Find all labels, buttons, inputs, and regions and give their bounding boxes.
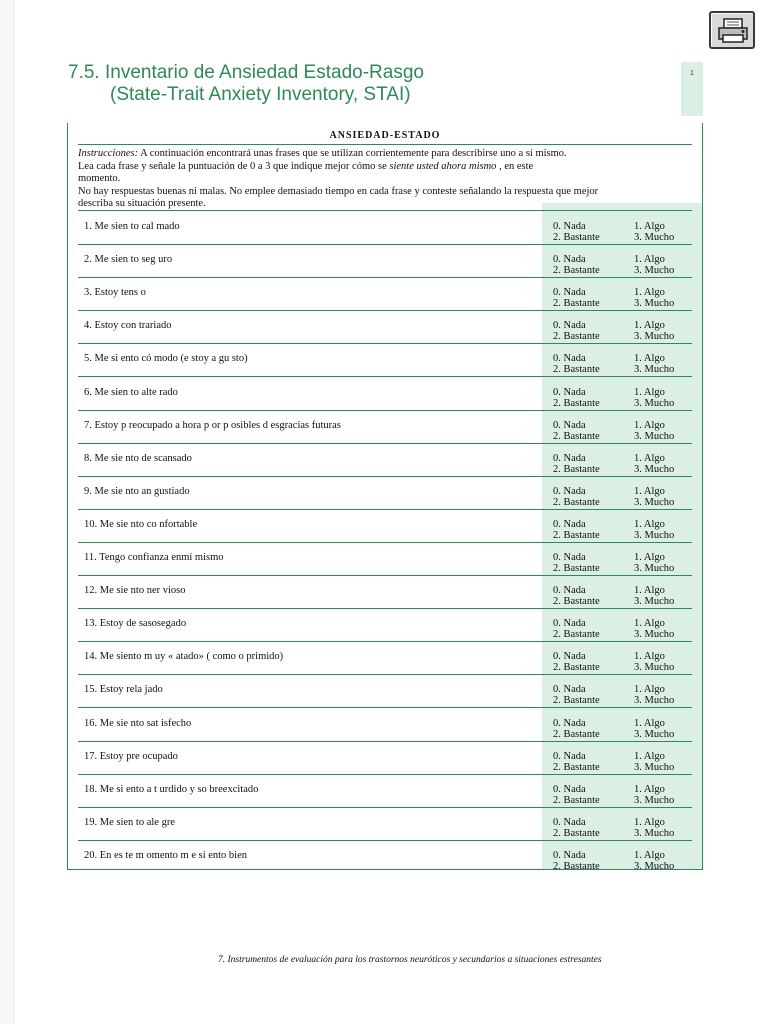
questionnaire-item bbox=[68, 446, 702, 479]
item-divider bbox=[78, 244, 692, 245]
item-divider bbox=[78, 343, 692, 344]
title-line-1: 7.5. Inventario de Ansiedad Estado-Rasgo bbox=[68, 62, 424, 83]
option-2[interactable]: 2. Bastante bbox=[553, 728, 600, 740]
questionnaire-item bbox=[68, 214, 702, 247]
item-text: 16. Me sie nto sat isfecho bbox=[84, 717, 192, 729]
item-text: 3. Estoy tens o bbox=[84, 287, 146, 299]
option-0[interactable]: 0. Nada bbox=[553, 221, 586, 232]
questionnaire-item bbox=[68, 479, 702, 512]
option-2[interactable]: 2. Bastante bbox=[553, 662, 600, 674]
item-text: 15. Estoy rela jado bbox=[84, 684, 163, 696]
item-text: 19. Me sien to ale gre bbox=[84, 816, 175, 828]
item-text: 5. Me si ento có modo (e stoy a gu sto) bbox=[84, 353, 248, 365]
questionnaire-item bbox=[68, 744, 702, 777]
item-text: 8. Me sie nto de scansado bbox=[84, 452, 192, 464]
option-1[interactable]: 1. Algo bbox=[634, 386, 665, 398]
option-2[interactable]: 2. Bastante bbox=[553, 331, 600, 343]
title-line-2: (State-Trait Anxiety Inventory, STAI) bbox=[110, 84, 411, 105]
item-divider bbox=[78, 542, 692, 543]
option-0[interactable]: 0. Nada bbox=[553, 618, 586, 630]
item-text: 10. Me sie nto co nfortable bbox=[84, 518, 198, 530]
questionnaire-item bbox=[68, 380, 702, 413]
option-0[interactable]: 0. Nada bbox=[553, 552, 586, 563]
questionnaire-item bbox=[68, 644, 702, 677]
option-3[interactable]: 3. Mucho bbox=[634, 860, 675, 872]
option-1[interactable]: 1. Algo bbox=[634, 552, 665, 563]
item-text: 12. Me sie nto ner vioso bbox=[84, 585, 186, 597]
item-divider bbox=[78, 443, 692, 444]
option-3[interactable]: 3. Mucho bbox=[634, 430, 675, 442]
option-2[interactable]: 2. Bastante bbox=[553, 695, 600, 707]
item-divider bbox=[78, 376, 692, 377]
option-0[interactable]: 0. Nada bbox=[553, 287, 586, 299]
item-divider bbox=[78, 509, 692, 510]
option-3[interactable]: 3. Mucho bbox=[634, 529, 675, 541]
option-2[interactable]: 2. Bastante bbox=[553, 364, 600, 376]
item-text: 13. Estoy de sasosegado bbox=[84, 618, 187, 630]
option-0[interactable]: 0. Nada bbox=[553, 320, 586, 332]
option-0[interactable]: 0. Nada bbox=[553, 254, 586, 266]
option-3[interactable]: 3. Mucho bbox=[634, 728, 675, 740]
option-2[interactable]: 2. Bastante bbox=[553, 563, 600, 574]
option-2[interactable]: 2. Bastante bbox=[553, 265, 600, 277]
option-3[interactable]: 3. Mucho bbox=[634, 695, 675, 707]
item-divider bbox=[78, 608, 692, 609]
questionnaire-item bbox=[68, 512, 702, 545]
instructions-line-2: Lea cada frase y señale la puntuación de 0 a 3 que indique mejor cómo se siente usted ahora mismo , en este bbox=[78, 160, 534, 172]
option-3[interactable]: 3. Mucho bbox=[634, 761, 675, 773]
instructions bbox=[78, 148, 678, 211]
option-1[interactable]: 1. Algo bbox=[634, 518, 665, 530]
instructions-line-3: momento. bbox=[78, 173, 121, 184]
option-2[interactable]: 2. Bastante bbox=[553, 827, 600, 839]
option-0[interactable]: 0. Nada bbox=[553, 816, 586, 828]
option-0[interactable]: 0. Nada bbox=[553, 585, 586, 597]
option-3[interactable]: 3. Mucho bbox=[634, 397, 675, 409]
option-0[interactable]: 0. Nada bbox=[553, 485, 586, 497]
page-number-marker: 1 bbox=[681, 62, 703, 116]
option-3[interactable]: 3. Mucho bbox=[634, 463, 675, 475]
option-1[interactable]: 1. Algo bbox=[634, 816, 665, 828]
item-divider bbox=[78, 575, 692, 576]
item-text: 11. Tengo confianza enmí mismo bbox=[84, 552, 224, 563]
printer-icon bbox=[716, 17, 750, 45]
item-divider bbox=[78, 410, 692, 411]
item-text: 9. Me sie nto an gustiado bbox=[84, 485, 190, 497]
option-1[interactable]: 1. Algo bbox=[634, 254, 665, 266]
option-1[interactable]: 1. Algo bbox=[634, 221, 665, 232]
item-divider bbox=[78, 840, 692, 841]
instructions-line-5: describa su situación presente. bbox=[78, 198, 206, 209]
option-0[interactable]: 0. Nada bbox=[553, 717, 586, 729]
option-1[interactable]: 1. Algo bbox=[634, 750, 665, 762]
item-text: 20. En es te m omento m e si ento bien bbox=[84, 849, 248, 861]
print-button[interactable] bbox=[709, 11, 755, 49]
option-3[interactable]: 3. Mucho bbox=[634, 265, 675, 277]
option-1[interactable]: 1. Algo bbox=[634, 485, 665, 497]
option-0[interactable]: 0. Nada bbox=[553, 750, 586, 762]
questionnaire-item bbox=[68, 313, 702, 346]
item-divider bbox=[78, 807, 692, 808]
questionnaire-item bbox=[68, 611, 702, 644]
option-2[interactable]: 2. Bastante bbox=[553, 629, 600, 641]
option-1[interactable]: 1. Algo bbox=[634, 684, 665, 696]
item-divider bbox=[78, 741, 692, 742]
option-2[interactable]: 2. Bastante bbox=[553, 430, 600, 442]
page-footer: 7. Instrumentos de evaluación para los trastornos neuróticos y secundarios a situaciones estresantes bbox=[218, 955, 602, 965]
questionnaire-item bbox=[68, 843, 702, 876]
questionnaire-item bbox=[68, 810, 702, 843]
option-2[interactable]: 2. Bastante bbox=[553, 761, 600, 773]
item-text: 7. Estoy p reocupado a hora p or p osibles d esgracias futuras bbox=[84, 419, 341, 431]
option-2[interactable]: 2. Bastante bbox=[553, 529, 600, 541]
questionnaire-item bbox=[68, 247, 702, 280]
questionnaire-item bbox=[68, 280, 702, 313]
form-header: ANSIEDAD-ESTADO bbox=[329, 130, 441, 141]
option-3[interactable]: 3. Mucho bbox=[634, 662, 675, 674]
instructions-label: Instrucciones: bbox=[78, 148, 139, 159]
item-divider bbox=[78, 641, 692, 642]
option-1[interactable]: 1. Algo bbox=[634, 353, 665, 365]
questionnaire-item bbox=[68, 413, 702, 446]
option-2[interactable]: 2. Bastante bbox=[553, 496, 600, 508]
option-3[interactable]: 3. Mucho bbox=[634, 596, 675, 608]
option-1[interactable]: 1. Algo bbox=[634, 287, 665, 299]
option-0[interactable]: 0. Nada bbox=[553, 518, 586, 530]
option-1[interactable]: 1. Algo bbox=[634, 849, 665, 861]
option-0[interactable]: 0. Nada bbox=[553, 386, 586, 398]
item-divider bbox=[78, 674, 692, 675]
option-1[interactable]: 1. Algo bbox=[634, 717, 665, 729]
option-3[interactable]: 3. Mucho bbox=[634, 794, 675, 806]
header-divider bbox=[78, 144, 692, 145]
option-3[interactable]: 3. Mucho bbox=[634, 232, 675, 243]
page-title bbox=[68, 62, 424, 106]
option-2[interactable]: 2. Bastante bbox=[553, 232, 600, 243]
item-divider bbox=[78, 707, 692, 708]
option-0[interactable]: 0. Nada bbox=[553, 849, 586, 861]
option-1[interactable]: 1. Algo bbox=[634, 651, 665, 663]
instructions-divider bbox=[78, 210, 692, 211]
option-0[interactable]: 0. Nada bbox=[553, 419, 586, 431]
option-3[interactable]: 3. Mucho bbox=[634, 364, 675, 376]
questionnaire-item bbox=[68, 578, 702, 611]
instructions-line-1: Instrucciones: A continuación encontrará unas frases que se utilizan corrientemente para describirse uno a sí mismo. bbox=[78, 148, 567, 159]
questionnaire-item bbox=[68, 545, 702, 578]
option-3[interactable]: 3. Mucho bbox=[634, 298, 675, 310]
option-3[interactable]: 3. Mucho bbox=[634, 827, 675, 839]
stai-form bbox=[67, 123, 703, 870]
item-text: 6. Me sien to alte rado bbox=[84, 386, 178, 398]
item-text: 17. Estoy pre ocupado bbox=[84, 750, 178, 762]
questionnaire-item bbox=[68, 346, 702, 379]
option-0[interactable]: 0. Nada bbox=[553, 452, 586, 464]
option-0[interactable]: 0. Nada bbox=[553, 651, 586, 663]
option-1[interactable]: 1. Algo bbox=[634, 320, 665, 332]
questionnaire-item bbox=[68, 777, 702, 810]
option-1[interactable]: 1. Algo bbox=[634, 419, 665, 431]
option-2[interactable]: 2. Bastante bbox=[553, 596, 600, 608]
item-text: 2. Me sien to seg uro bbox=[84, 254, 173, 266]
option-1[interactable]: 1. Algo bbox=[634, 618, 665, 630]
option-2[interactable]: 2. Bastante bbox=[553, 463, 600, 475]
option-3[interactable]: 3. Mucho bbox=[634, 496, 675, 508]
item-text: 4. Estoy con trariado bbox=[84, 320, 172, 332]
item-divider bbox=[78, 277, 692, 278]
option-3[interactable]: 3. Mucho bbox=[634, 331, 675, 343]
page-edge bbox=[14, 0, 15, 1024]
option-1[interactable]: 1. Algo bbox=[634, 783, 665, 795]
option-0[interactable]: 0. Nada bbox=[553, 353, 586, 365]
item-text: 18. Me si ento a t urdido y so breexcitado bbox=[84, 783, 259, 795]
option-2[interactable]: 2. Bastante bbox=[553, 397, 600, 409]
option-0[interactable]: 0. Nada bbox=[553, 783, 586, 795]
item-divider bbox=[78, 310, 692, 311]
questionnaire-item bbox=[68, 711, 702, 744]
left-margin-strip bbox=[0, 0, 14, 1024]
instructions-line-4: No hay respuestas buenas ni malas. No emplee demasiado tiempo en cada frase y conteste señalando la respuesta que mejor bbox=[78, 185, 599, 197]
option-3[interactable]: 3. Mucho bbox=[634, 563, 675, 574]
questionnaire-item bbox=[68, 677, 702, 710]
item-divider bbox=[78, 476, 692, 477]
option-1[interactable]: 1. Algo bbox=[634, 585, 665, 597]
option-0[interactable]: 0. Nada bbox=[553, 684, 586, 696]
option-2[interactable]: 2. Bastante bbox=[553, 794, 600, 806]
option-2[interactable]: 2. Bastante bbox=[553, 298, 600, 310]
item-text: 1. Me sien to cal mado bbox=[84, 221, 180, 232]
item-divider bbox=[78, 774, 692, 775]
option-3[interactable]: 3. Mucho bbox=[634, 629, 675, 641]
option-1[interactable]: 1. Algo bbox=[634, 452, 665, 464]
option-2[interactable]: 2. Bastante bbox=[553, 860, 600, 872]
item-text: 14. Me siento m uy « atado» ( como o primido) bbox=[84, 651, 284, 663]
